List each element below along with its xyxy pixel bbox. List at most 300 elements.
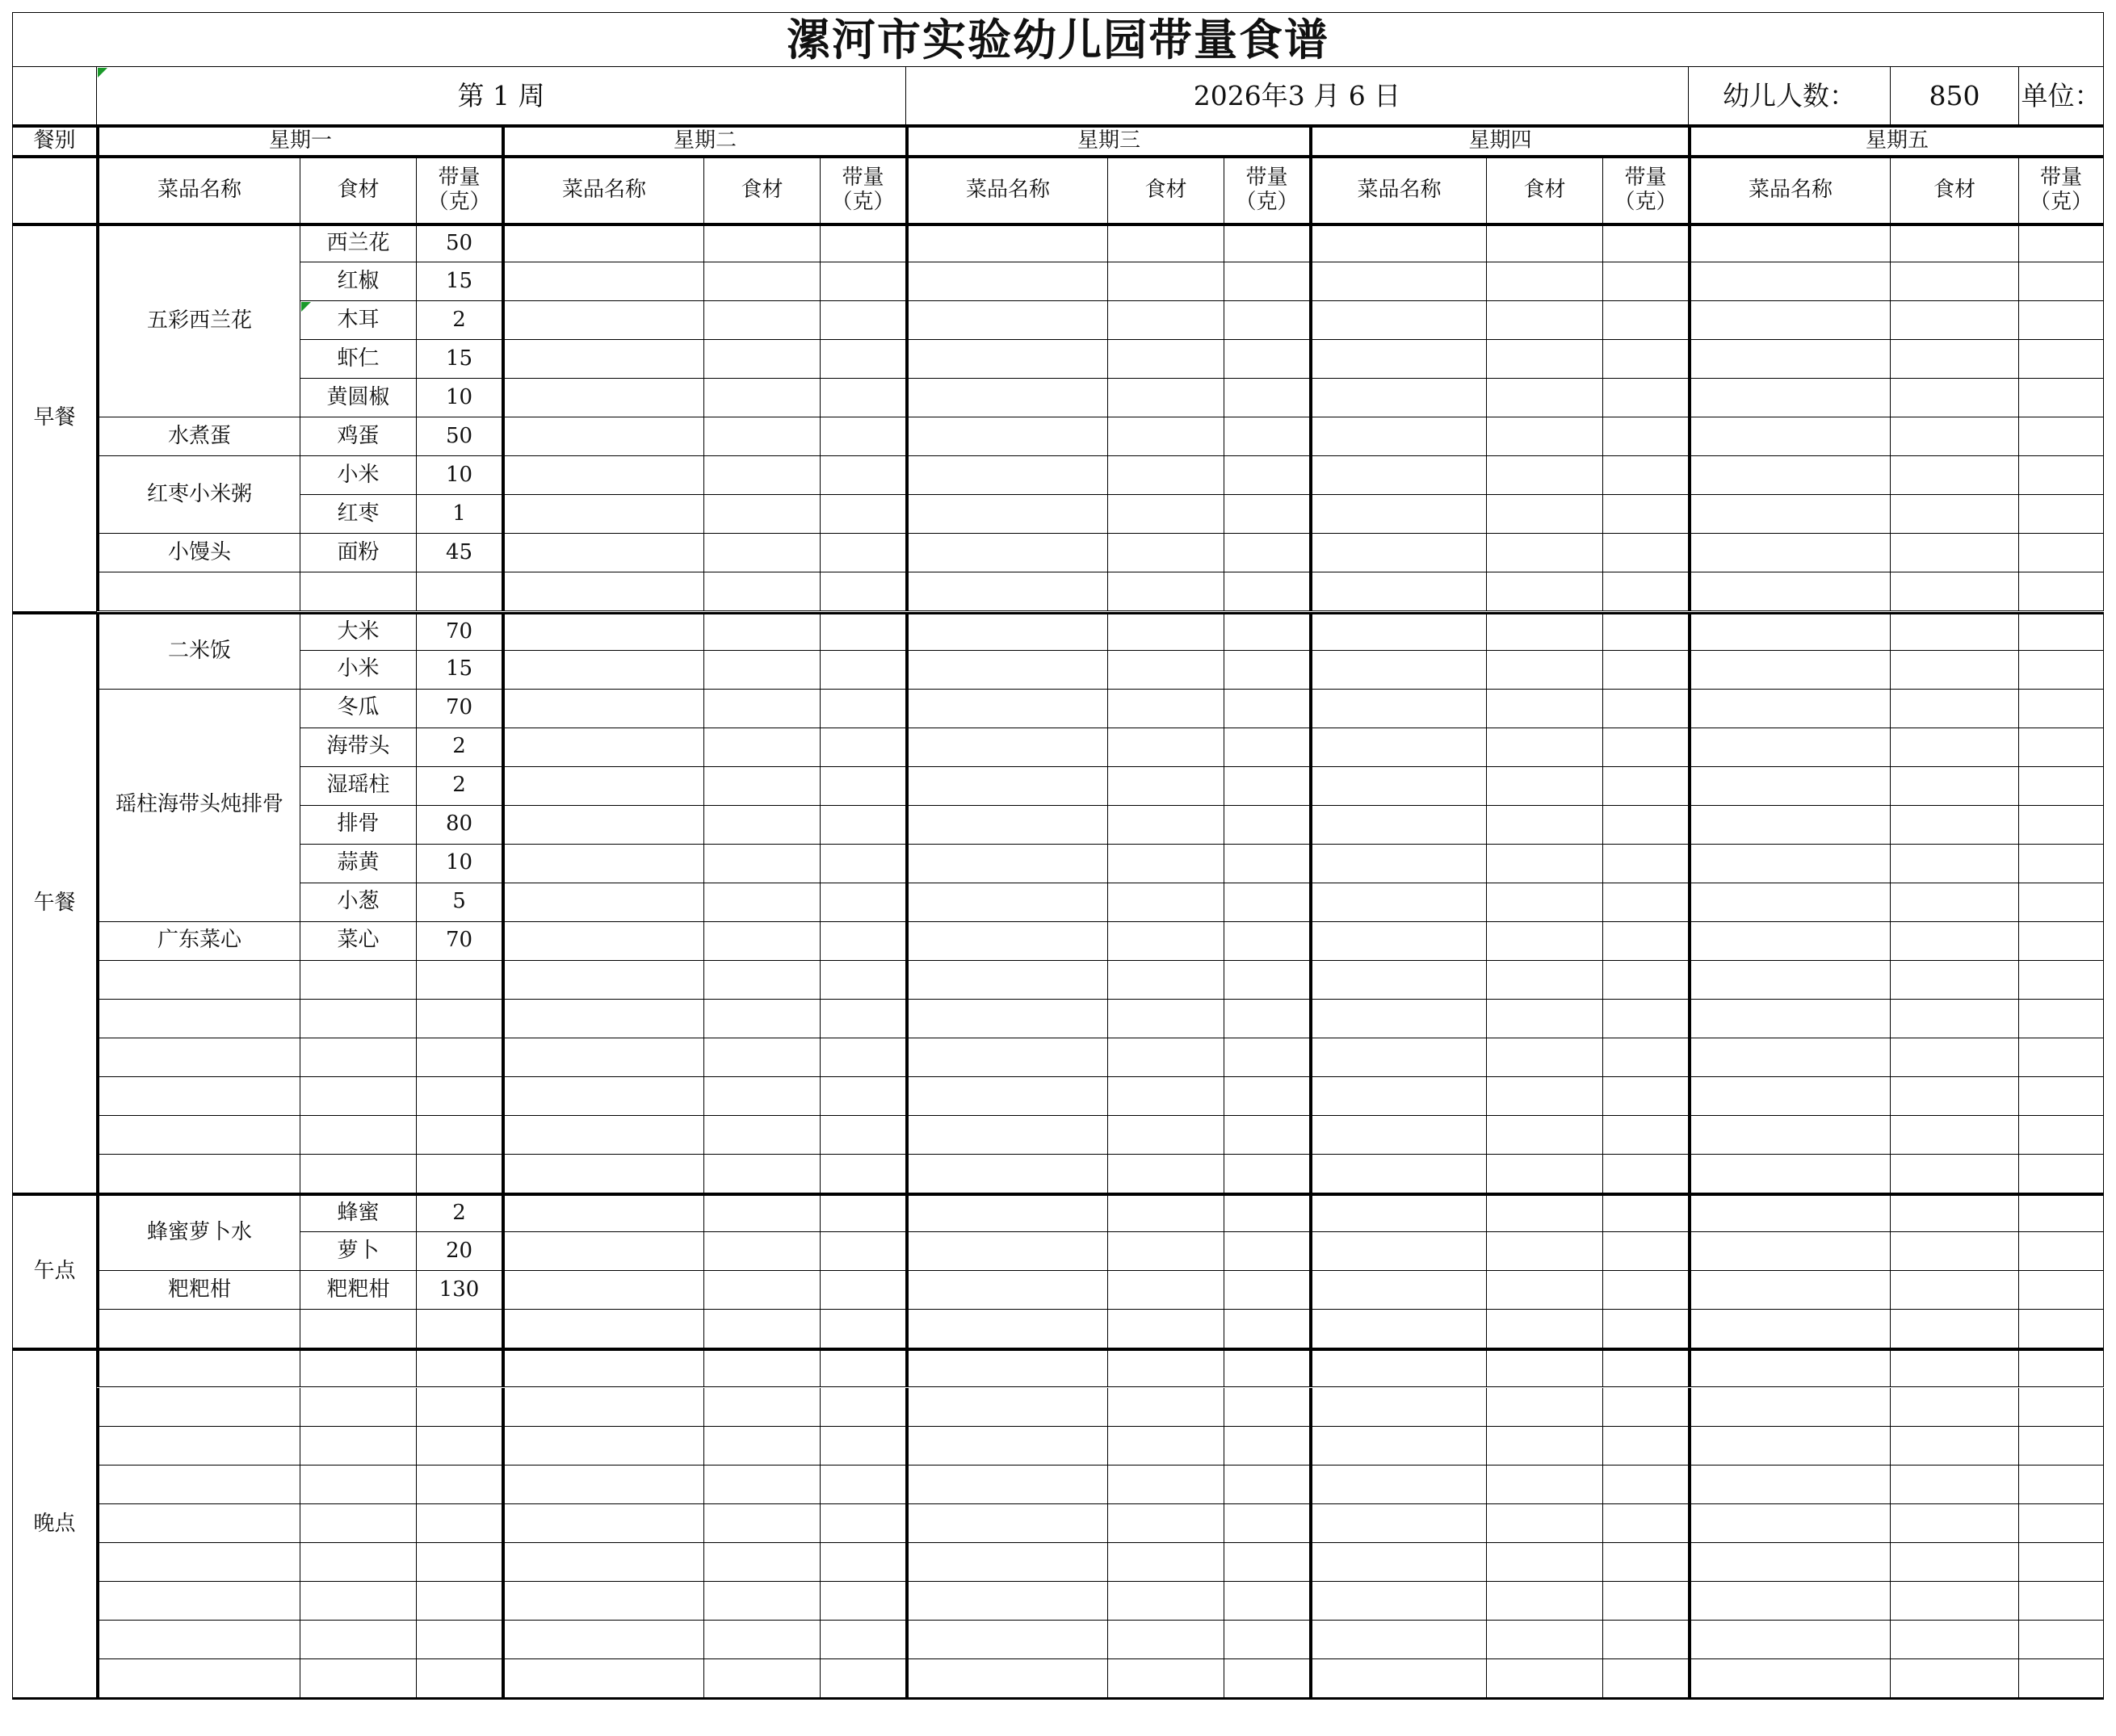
empty-cell — [1310, 1504, 1487, 1543]
empty-cell — [1891, 728, 2019, 767]
empty-cell — [1224, 456, 1310, 495]
empty-cell — [97, 1427, 300, 1466]
empty-cell — [1224, 417, 1310, 456]
empty-cell — [1487, 1077, 1603, 1116]
empty-cell — [300, 1582, 417, 1621]
empty-cell — [2019, 651, 2104, 690]
empty-cell — [821, 1077, 906, 1116]
empty-cell — [1891, 417, 2019, 456]
empty-cell — [1310, 612, 1487, 651]
empty-cell — [97, 1621, 300, 1659]
empty-cell — [906, 1388, 1108, 1427]
ingredient-name: 湿瑶柱 — [300, 767, 417, 806]
empty-cell — [821, 572, 906, 611]
empty-cell — [704, 1232, 821, 1271]
ingredient-amount: 50 — [417, 224, 502, 262]
empty-cell — [821, 379, 906, 417]
empty-cell — [1689, 845, 1891, 883]
empty-cell — [704, 1193, 821, 1232]
empty-cell — [1603, 1659, 1689, 1698]
empty-cell — [417, 1504, 502, 1543]
empty-cell — [1891, 262, 2019, 301]
empty-cell — [1108, 1000, 1224, 1038]
empty-cell — [1603, 1000, 1689, 1038]
empty-cell — [1108, 690, 1224, 728]
empty-cell — [906, 1271, 1108, 1310]
ingredient-header: 食材 — [300, 156, 417, 224]
empty-cell — [1689, 572, 1891, 611]
empty-cell — [704, 806, 821, 845]
empty-cell — [1689, 456, 1891, 495]
empty-cell — [502, 224, 704, 262]
empty-cell — [1487, 1271, 1603, 1310]
empty-cell — [1603, 845, 1689, 883]
empty-cell — [2019, 417, 2104, 456]
empty-cell — [1108, 1543, 1224, 1582]
empty-cell — [2019, 1310, 2104, 1348]
empty-cell — [906, 612, 1108, 651]
empty-cell — [1224, 806, 1310, 845]
empty-cell — [1603, 572, 1689, 611]
empty-cell — [1487, 301, 1603, 340]
empty-cell — [300, 1000, 417, 1038]
empty-cell — [300, 1427, 417, 1466]
empty-cell — [1310, 1116, 1487, 1155]
empty-cell — [821, 1504, 906, 1543]
ingredient-header: 食材 — [1108, 156, 1224, 224]
empty-cell — [97, 1659, 300, 1698]
empty-cell — [821, 1232, 906, 1271]
empty-cell — [821, 806, 906, 845]
empty-cell — [906, 651, 1108, 690]
empty-cell — [2019, 961, 2104, 1000]
empty-cell — [97, 1348, 300, 1387]
empty-cell — [1224, 1659, 1310, 1698]
empty-cell — [1487, 612, 1603, 651]
empty-cell — [906, 1077, 1108, 1116]
empty-cell — [1108, 1232, 1224, 1271]
empty-cell — [1224, 961, 1310, 1000]
empty-cell — [1603, 1271, 1689, 1310]
empty-cell — [821, 224, 906, 262]
empty-cell — [1689, 806, 1891, 845]
empty-cell — [1689, 224, 1891, 262]
empty-cell — [821, 1543, 906, 1582]
ingredient-name: 菜心 — [300, 922, 417, 961]
empty-cell — [1891, 1000, 2019, 1038]
empty-cell — [1108, 301, 1224, 340]
empty-cell — [2019, 572, 2104, 611]
empty-cell — [1487, 651, 1603, 690]
empty-cell — [1310, 1388, 1487, 1427]
empty-cell — [1689, 1348, 1891, 1387]
empty-cell — [1603, 1582, 1689, 1621]
empty-cell — [2019, 690, 2104, 728]
empty-cell — [97, 1388, 300, 1427]
empty-cell — [1603, 1155, 1689, 1193]
empty-cell — [502, 301, 704, 340]
empty-cell — [1603, 690, 1689, 728]
empty-cell — [1689, 1155, 1891, 1193]
empty-cell — [1603, 883, 1689, 922]
empty-cell — [1891, 651, 2019, 690]
empty-cell — [1310, 534, 1487, 572]
empty-cell — [704, 1427, 821, 1466]
empty-cell — [906, 301, 1108, 340]
empty-cell — [417, 1543, 502, 1582]
empty-cell — [1487, 1038, 1603, 1077]
ingredient-name: 黄圆椒 — [300, 379, 417, 417]
ingredient-header: 食材 — [1891, 156, 2019, 224]
empty-cell — [1487, 1155, 1603, 1193]
empty-cell — [821, 1155, 906, 1193]
empty-cell — [1603, 1427, 1689, 1466]
empty-cell — [97, 961, 300, 1000]
empty-cell — [1310, 1466, 1487, 1504]
empty-cell — [1224, 612, 1310, 651]
empty-cell — [1891, 1504, 2019, 1543]
ingredient-name: 蜂蜜 — [300, 1193, 417, 1232]
empty-cell — [1487, 1466, 1603, 1504]
ingredient-name: 小米 — [300, 651, 417, 690]
empty-cell — [821, 1621, 906, 1659]
empty-cell — [1224, 262, 1310, 301]
empty-cell — [1224, 767, 1310, 806]
empty-cell — [502, 651, 704, 690]
empty-cell — [1108, 612, 1224, 651]
dish-name: 粑粑柑 — [97, 1271, 300, 1310]
empty-cell — [502, 845, 704, 883]
empty-cell — [1310, 883, 1487, 922]
empty-cell — [1108, 806, 1224, 845]
empty-cell — [300, 1310, 417, 1348]
empty-cell — [97, 1310, 300, 1348]
empty-cell — [1689, 1427, 1891, 1466]
empty-cell — [1224, 495, 1310, 534]
empty-cell — [1108, 262, 1224, 301]
empty-cell — [704, 301, 821, 340]
empty-cell — [906, 1193, 1108, 1232]
table-bottom-border — [12, 1697, 2104, 1700]
empty-cell — [2019, 1659, 2104, 1698]
empty-cell — [502, 1232, 704, 1271]
empty-cell — [1224, 728, 1310, 767]
empty-cell — [1689, 1193, 1891, 1232]
empty-cell — [1891, 1543, 2019, 1582]
empty-cell — [1689, 1077, 1891, 1116]
empty-cell — [704, 379, 821, 417]
empty-cell — [1891, 340, 2019, 379]
empty-cell — [1891, 1155, 2019, 1193]
empty-cell — [417, 1427, 502, 1466]
empty-cell — [300, 1504, 417, 1543]
empty-cell — [1487, 728, 1603, 767]
empty-cell — [1224, 690, 1310, 728]
empty-cell — [502, 495, 704, 534]
empty-cell — [1487, 417, 1603, 456]
empty-cell — [1310, 1310, 1487, 1348]
empty-cell — [1603, 1466, 1689, 1504]
empty-cell — [1891, 572, 2019, 611]
empty-cell — [2019, 1038, 2104, 1077]
empty-cell — [1689, 417, 1891, 456]
empty-cell — [1487, 456, 1603, 495]
empty-cell — [1108, 417, 1224, 456]
empty-cell — [906, 1038, 1108, 1077]
ingredient-amount: 70 — [417, 612, 502, 651]
empty-cell — [502, 767, 704, 806]
empty-cell — [2019, 845, 2104, 883]
day-header-1: 星期一 — [97, 125, 502, 156]
empty-cell — [1310, 1543, 1487, 1582]
empty-cell — [300, 572, 417, 611]
empty-cell — [1487, 1116, 1603, 1155]
empty-cell — [1689, 1582, 1891, 1621]
empty-cell — [1689, 379, 1891, 417]
empty-cell — [1310, 1427, 1487, 1466]
empty-cell — [1603, 340, 1689, 379]
empty-cell — [821, 1271, 906, 1310]
empty-cell — [502, 1193, 704, 1232]
ingredient-name: 虾仁 — [300, 340, 417, 379]
empty-cell — [821, 1388, 906, 1427]
empty-cell — [1224, 1466, 1310, 1504]
empty-cell — [906, 262, 1108, 301]
empty-cell — [1310, 922, 1487, 961]
empty-cell — [1108, 1582, 1224, 1621]
empty-cell — [821, 1310, 906, 1348]
empty-cell — [1487, 340, 1603, 379]
day-header-3: 星期三 — [906, 125, 1310, 156]
day-header-4: 星期四 — [1310, 125, 1689, 156]
empty-cell — [502, 612, 704, 651]
empty-cell — [1891, 456, 2019, 495]
empty-cell — [704, 1038, 821, 1077]
empty-cell — [1487, 1000, 1603, 1038]
amount-header: 带量（克） — [2019, 156, 2104, 224]
empty-cell — [906, 1000, 1108, 1038]
empty-cell — [502, 572, 704, 611]
empty-cell — [2019, 1348, 2104, 1387]
empty-cell — [1603, 651, 1689, 690]
empty-cell — [2019, 224, 2104, 262]
empty-cell — [97, 1582, 300, 1621]
empty-cell — [1603, 262, 1689, 301]
empty-cell — [704, 1388, 821, 1427]
empty-cell — [1689, 1504, 1891, 1543]
empty-cell — [300, 1659, 417, 1698]
empty-cell — [2019, 456, 2104, 495]
empty-cell — [906, 1116, 1108, 1155]
empty-cell — [1310, 767, 1487, 806]
empty-cell — [906, 1466, 1108, 1504]
empty-cell — [502, 534, 704, 572]
empty-cell — [1603, 301, 1689, 340]
empty-cell — [1603, 1504, 1689, 1543]
empty-cell — [2019, 1621, 2104, 1659]
empty-cell — [1891, 301, 2019, 340]
empty-cell — [906, 728, 1108, 767]
empty-cell — [502, 1000, 704, 1038]
empty-cell — [417, 1348, 502, 1387]
empty-cell — [97, 1155, 300, 1193]
empty-cell — [1224, 883, 1310, 922]
empty-cell — [502, 1388, 704, 1427]
empty-cell — [1487, 1310, 1603, 1348]
empty-cell — [1224, 340, 1310, 379]
empty-cell — [97, 1543, 300, 1582]
empty-cell — [1224, 922, 1310, 961]
empty-cell — [2019, 379, 2104, 417]
ingredient-header: 食材 — [1487, 156, 1603, 224]
dish-header: 菜品名称 — [906, 156, 1108, 224]
empty-cell — [704, 1348, 821, 1387]
empty-cell — [1310, 728, 1487, 767]
empty-cell — [906, 1582, 1108, 1621]
ingredient-name: 大米 — [300, 612, 417, 651]
ingredient-amount: 2 — [417, 728, 502, 767]
empty-cell — [1224, 224, 1310, 262]
empty-cell — [502, 1348, 704, 1387]
empty-cell — [502, 1038, 704, 1077]
empty-cell — [1310, 1232, 1487, 1271]
empty-cell — [1689, 612, 1891, 651]
empty-cell — [1310, 1659, 1487, 1698]
empty-cell — [1603, 1193, 1689, 1232]
empty-cell — [1603, 1038, 1689, 1077]
empty-cell — [704, 845, 821, 883]
empty-cell — [1224, 845, 1310, 883]
ingredient-name: 萝卜 — [300, 1232, 417, 1271]
empty-cell — [1891, 883, 2019, 922]
empty-cell — [821, 690, 906, 728]
meal-type-label: 晚点 — [12, 1348, 97, 1697]
empty-cell — [1689, 728, 1891, 767]
empty-cell — [417, 572, 502, 611]
empty-cell — [1108, 456, 1224, 495]
empty-cell — [1891, 961, 2019, 1000]
ingredient-amount: 1 — [417, 495, 502, 534]
empty-cell — [906, 1155, 1108, 1193]
empty-cell — [704, 1504, 821, 1543]
empty-cell — [704, 961, 821, 1000]
empty-cell — [1689, 495, 1891, 534]
empty-cell — [300, 1155, 417, 1193]
empty-cell — [97, 1466, 300, 1504]
empty-cell — [1224, 1116, 1310, 1155]
empty-cell — [1224, 1155, 1310, 1193]
empty-cell — [1487, 806, 1603, 845]
empty-cell — [2019, 612, 2104, 651]
ingredient-amount: 2 — [417, 767, 502, 806]
empty-cell — [1891, 1271, 2019, 1310]
dish-header: 菜品名称 — [1310, 156, 1487, 224]
empty-cell — [2019, 340, 2104, 379]
ingredient-amount: 50 — [417, 417, 502, 456]
empty-cell — [821, 1000, 906, 1038]
empty-cell — [1689, 1466, 1891, 1504]
empty-cell — [821, 1038, 906, 1077]
dish-name: 五彩西兰花 — [97, 224, 300, 417]
empty-cell — [1891, 845, 2019, 883]
empty-cell — [704, 417, 821, 456]
empty-cell — [1108, 1155, 1224, 1193]
empty-cell — [1487, 224, 1603, 262]
empty-cell — [704, 1582, 821, 1621]
empty-cell — [1891, 1427, 2019, 1466]
empty-cell — [417, 1310, 502, 1348]
empty-cell — [821, 1466, 906, 1504]
empty-cell — [821, 1348, 906, 1387]
empty-cell — [704, 224, 821, 262]
empty-cell — [906, 495, 1108, 534]
empty-cell — [502, 379, 704, 417]
empty-cell — [1891, 1659, 2019, 1698]
empty-cell — [502, 1077, 704, 1116]
empty-cell — [906, 417, 1108, 456]
empty-cell — [1108, 1621, 1224, 1659]
empty-cell — [1891, 1348, 2019, 1387]
empty-cell — [502, 1310, 704, 1348]
empty-cell — [1603, 767, 1689, 806]
empty-cell — [1108, 1310, 1224, 1348]
empty-cell — [1689, 1621, 1891, 1659]
empty-cell — [502, 1466, 704, 1504]
empty-cell — [417, 1621, 502, 1659]
empty-cell — [1487, 495, 1603, 534]
amount-header: 带量（克） — [417, 156, 502, 224]
empty-cell — [1310, 495, 1487, 534]
empty-cell — [1224, 1038, 1310, 1077]
meal-type-header: 餐别 — [12, 125, 97, 156]
empty-cell — [1487, 767, 1603, 806]
empty-cell — [2019, 1155, 2104, 1193]
empty-cell — [2019, 1427, 2104, 1466]
empty-cell — [1224, 1543, 1310, 1582]
empty-cell — [821, 1116, 906, 1155]
empty-cell — [1310, 1348, 1487, 1387]
empty-cell — [1108, 922, 1224, 961]
day-header-2: 星期二 — [502, 125, 906, 156]
empty-cell — [1603, 417, 1689, 456]
empty-cell — [1487, 1621, 1603, 1659]
ingredient-name: 西兰花 — [300, 224, 417, 262]
empty-cell — [1603, 1116, 1689, 1155]
ingredient-name: 粑粑柑 — [300, 1271, 417, 1310]
ingredient-amount: 70 — [417, 690, 502, 728]
empty-cell — [1108, 883, 1224, 922]
ingredient-amount: 10 — [417, 845, 502, 883]
empty-cell — [1689, 651, 1891, 690]
empty-cell — [97, 1000, 300, 1038]
empty-cell — [417, 1388, 502, 1427]
empty-cell — [1108, 1388, 1224, 1427]
empty-cell — [1108, 340, 1224, 379]
empty-cell — [704, 534, 821, 572]
empty-cell — [502, 1543, 704, 1582]
empty-cell — [821, 767, 906, 806]
ingredient-name: 小米 — [300, 456, 417, 495]
empty-cell — [821, 262, 906, 301]
empty-cell — [1891, 612, 2019, 651]
dish-name: 小馒头 — [97, 534, 300, 572]
empty-cell — [300, 1116, 417, 1155]
empty-cell — [1108, 1193, 1224, 1232]
empty-cell — [704, 690, 821, 728]
empty-cell — [704, 883, 821, 922]
empty-cell — [1487, 1504, 1603, 1543]
empty-cell — [417, 1659, 502, 1698]
